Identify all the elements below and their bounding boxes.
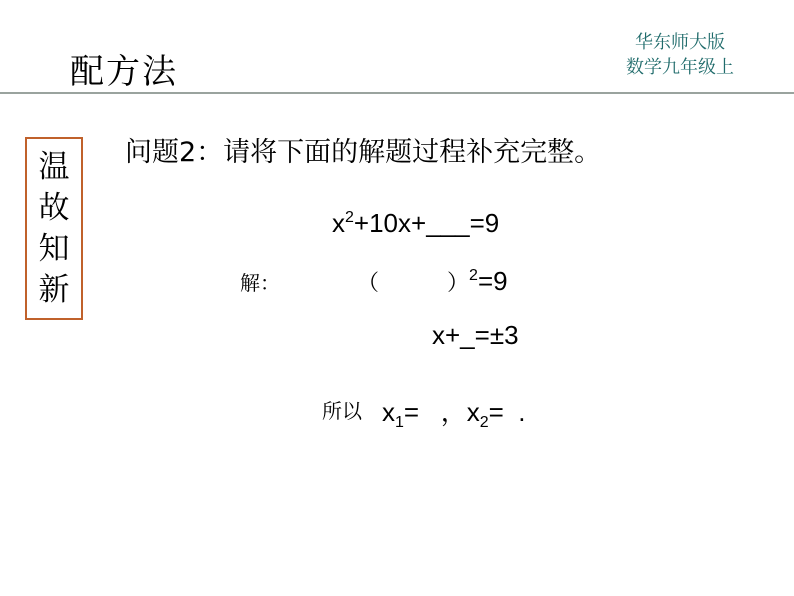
eq1-var: x [332,208,345,238]
review-char: 故 [38,189,70,226]
eq2-exponent: 2 [469,267,478,284]
review-char: 温 [38,148,70,185]
left-paren: （ [357,271,380,296]
equation-original [332,208,499,239]
review-box [25,137,83,320]
slide-title: 配方法 [70,52,178,92]
edition-grade: 数学九年级上 [626,57,734,78]
edition-publisher: 华东师大版 [635,32,725,53]
x1-var: x [382,397,395,427]
question-text: 问题2：请将下面的解题过程补充完整。 [125,137,602,168]
review-char: 知 [38,230,70,267]
eq1-rest: +10x+___=9 [353,208,500,238]
header-divider [0,92,794,94]
equation-answer [382,392,526,432]
edition-label [626,30,734,80]
answer-label: 所以 [322,399,362,423]
eq2-rest: =9 [477,266,508,296]
equation-root: x+_=±3 [432,320,519,350]
equation-squared [357,266,508,297]
eq1-exponent: 2 [345,209,354,226]
solution-label: 解： [240,271,280,295]
x2-subscript: 2 [479,414,489,431]
x1-subscript: 1 [395,414,404,431]
right-paren: ） [447,271,470,296]
eq4-mid: = ，x [403,397,480,427]
review-char: 新 [38,271,70,308]
eq4-end: = . [488,397,526,427]
